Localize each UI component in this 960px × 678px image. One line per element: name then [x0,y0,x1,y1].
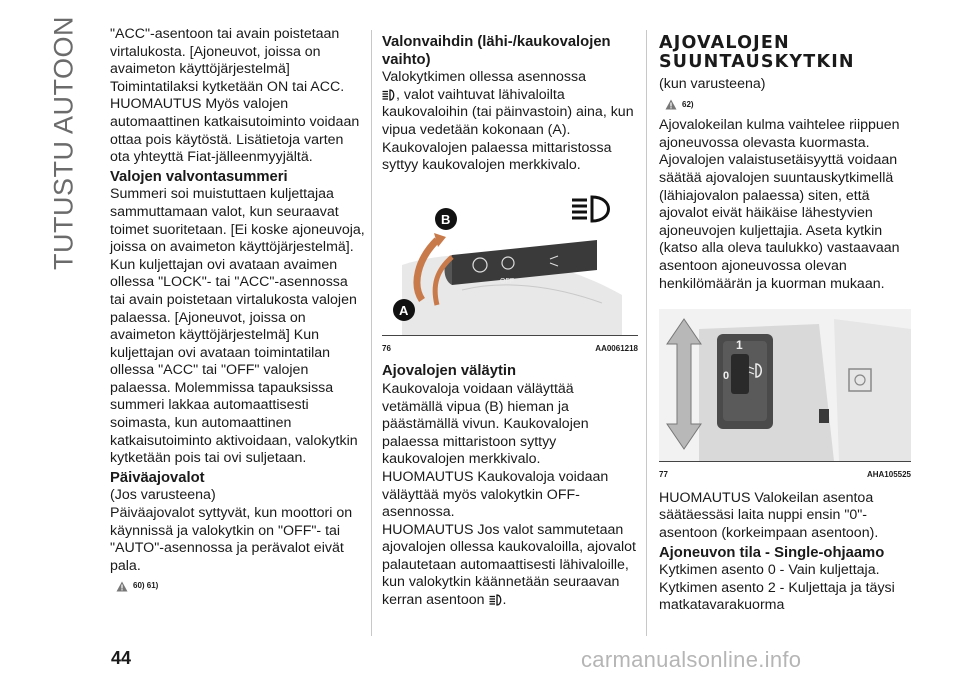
watermark: carmanualsonline.info [581,647,802,672]
paragraph: Summeri soi muistuttaen kuljettajaa sammuttamaan valot, kun seuraavat toimet suoritetaan. [Ei koske ajoneuvoja, joissa on avaimeton käyttöjärjestelmä]. [110,186,365,256]
switch-position-1-label: 1 [736,338,743,353]
figure-77-leveling-switch [659,309,911,462]
column-2 [382,26,638,610]
heading-light-buzzer: Valojen valvontasummeri [110,168,288,185]
warning-reference: 62) [665,96,911,114]
leveling-switch-illustration [659,309,911,461]
section-title-vertical [46,15,82,271]
heading-daytime-lights: Päiväajovalot [110,469,205,486]
heading-beam-switch: Valonvaihdin (lähi-/kaukovalojen vaihto) [382,34,611,68]
column-1 [110,26,365,599]
paragraph: Kytkimen asento 0 - Vain kuljettaja. [659,562,880,579]
column-3 [659,26,911,615]
high-beam-symbol-large [572,197,609,221]
paragraph: Kytkimen asento 2 - Kuljettaja ja täysi matkatavarakuorma [659,579,895,614]
paragraph: Päiväajovalot syttyvät, kun moottori on käynnissä ja valokytkin on "OFF"- tai "AUTO"-asennossa ja perävalot eivät pala. [110,505,353,574]
lever-off-label: OFF [500,277,514,285]
figure-caption: 76 AA0061218 [382,343,638,353]
paragraph: HUOMAUTUS Jos valot sammutetaan ajovalojen ollessa kaukovaloilla, ajovalot palautetaan automaattisesti lähivaloille, kun valokytkin käännetään seuraavan kerran asentoon . [382,521,636,609]
figure-76-headlight-lever [382,185,638,336]
column-divider-1 [371,30,372,636]
warning-triangle-icon [665,99,677,110]
paragraph: (Jos varusteena) [110,487,216,504]
headlight-lever-illustration [382,185,638,335]
warning-reference: 60) 61) [116,577,365,595]
column-divider-2 [646,30,647,636]
warning-triangle-icon [116,581,128,592]
section-heading-leveling: AJOVALOJEN SUUNTAUSKYTKIN [659,33,855,72]
section-title-text: TUTUSTU AUTOON [48,15,79,271]
figure-caption: 77 AHA105525 [659,470,911,480]
paragraph: "ACC"-asentoon tai avain poistetaan virtalukosta. [Ajoneuvot, joissa on avaimeton käyttöjärjestelmä] Toimintatilaksi kytketään ON tai ACC. HUOMAUTUS Myös valojen automaattinen katkaisutoiminto voidaan ottaa pois käytöstä. Lisätietoja varten ota yhteyttä Fiat-jälleenmyyjältä. [110,26,360,166]
svg-text:A: A [399,302,409,318]
paragraph: HUOMAUTUS Valokeilan asentoa säätäessäsi laita nuppi ensin "0"-asentoon (korkeimpaan asentoon). [659,489,879,541]
paragraph: Kaukovaloja voidaan väläyttää vetämällä vipua (B) hieman ja päästämällä vivun. Kaukovalojen palaessa mittaristoon syttyy kaukovalojen merkkivalo. [382,380,589,468]
paragraph: (kun varusteena) [659,76,766,92]
svg-text:B: B [441,211,451,227]
heading-single-cab: Ajoneuvon tila - Single-ohjaamo [659,544,885,561]
high-beam-icon [489,594,503,606]
paragraph: HUOMAUTUS Kaukovaloja voidaan väläyttää myös valokytkin OFF-asennossa. [382,468,609,521]
page-number: 44 [111,648,132,668]
switch-position-0-label: 0 [723,370,730,383]
paragraph: Kun kuljettajan ovi avataan avaimen ollessa "LOCK"- tai "ACC"-asennossa tai avain poistetaan virtalukosta valojen palaessa. [Ajoneuvot, joissa on avaimeton käyttöjärjestelmä] Kun kuljettajan ovi avataan toimintatilan ollessa "ACC" tai "OFF" valojen palaessa. Molemmissa tapauksissa summeri lakkaa automaattisesti soimasta, kun automaattinen katkaisutoiminto aktivoidaan, valokytkin kytketään pois tai ovi suljetaan. [110,256,358,467]
high-beam-icon [382,89,396,101]
heading-headlight-flasher: Ajovalojen väläytin [382,363,517,380]
paragraph: Valokytkimen ollessa asennossa , valot vaihtuvat lähivaloilta kaukovaloihin (tai päinvastoin) aina, kun vipua vedetään kokonaan (A). Kaukovalojen palaessa mittaristossa syttyy kaukovalojen merkkivalo. [382,69,634,174]
paragraph: Ajovalokeilan kulma vaihtelee riippuen ajoneuvossa olevasta kuormasta. Ajovalojen valaistusetäisyyttä voidaan säätää ajovalojen suuntauskytkimellä (lähiajovalon palaessa) siten, että ajovalot eivät häikäise lähestyvien ajoneuvojen kuljettajia. Aseta kytkin (katso alla oleva taulukko) vastaavaan asentoon ajoneuvossa olevan henkilömäärän ja kuorman mukaan. [659,117,900,292]
